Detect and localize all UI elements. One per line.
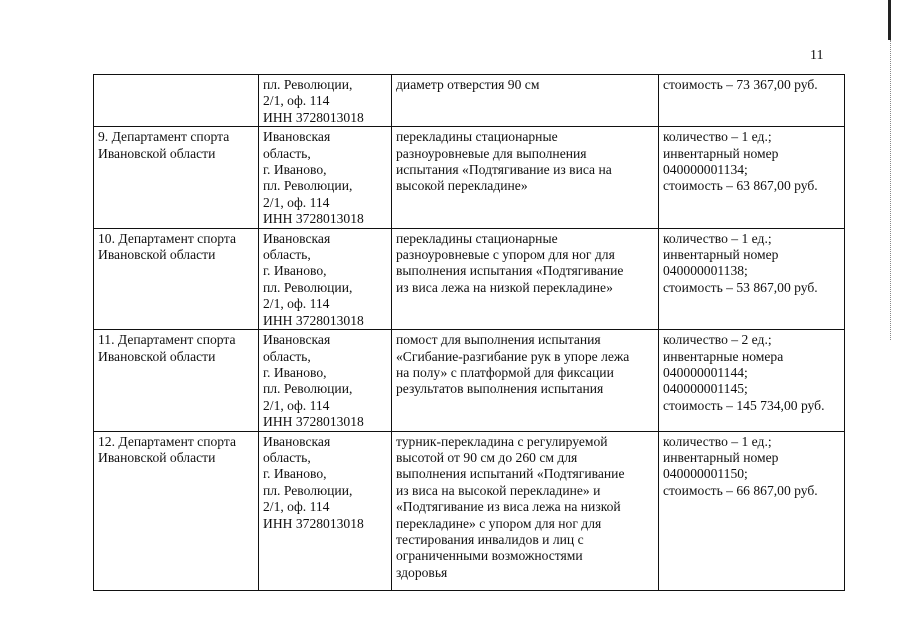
description-cell: перекладины стационарные разноуровневые для выполнения испытания «Подтягивание из виса на высокой перекладине» xyxy=(392,127,659,228)
details-cell: количество – 1 ед.; инвентарный номер 040000001138; стоимость – 53 867,00 руб. xyxy=(659,228,845,329)
address-cell: Ивановская область, г. Иваново, пл. Революции, 2/1, оф. 114 ИНН 3728013018 xyxy=(259,431,392,590)
address-cell: пл. Революции, 2/1, оф. 114 ИНН 3728013018 xyxy=(259,75,392,127)
address-cell: Ивановская область, г. Иваново, пл. Революции, 2/1, оф. 114 ИНН 3728013018 xyxy=(259,330,392,431)
details-cell: количество – 2 ед.; инвентарные номера 040000001144; 040000001145; стоимость – 145 734,00 руб. xyxy=(659,330,845,431)
table-row xyxy=(94,330,845,431)
owner-cell: 12. Департамент спорта Ивановской области xyxy=(94,431,259,590)
details-cell: стоимость – 73 367,00 руб. xyxy=(659,75,845,127)
owner-cell: 9. Департамент спорта Ивановской области xyxy=(94,127,259,228)
table-row xyxy=(94,431,845,590)
owner-cell: 11. Департамент спорта Ивановской области xyxy=(94,330,259,431)
owner-cell: 10. Департамент спорта Ивановской области xyxy=(94,228,259,329)
description-cell: помост для выполнения испытания «Сгибание-разгибание рук в упоре лежа на полу» с платформой для фиксации результатов выполнения испытания xyxy=(392,330,659,431)
description-cell: диаметр отверстия 90 см xyxy=(392,75,659,127)
details-cell: количество – 1 ед.; инвентарный номер 040000001134; стоимость – 63 867,00 руб. xyxy=(659,127,845,228)
table-row xyxy=(94,75,845,127)
description-cell: перекладины стационарные разноуровневые с упором для ног для выполнения испытания «Подтягивание из виса лежа на низкой перекладине» xyxy=(392,228,659,329)
scan-edge-mark xyxy=(888,0,891,40)
scan-edge-dots xyxy=(890,40,892,340)
table-row xyxy=(94,127,845,228)
table-row xyxy=(94,228,845,329)
description-cell: турник-перекладина с регулируемой высотой от 90 см до 260 см для выполнения испытаний «Подтягивание из виса на высокой перекладине» и «Подтягивание из виса лежа на низкой перекладине» с упором для ног для тестирования инвалидов и лиц с ограниченными возможностями здоровья xyxy=(392,431,659,590)
property-table xyxy=(93,74,845,591)
page-number: 11 xyxy=(810,48,824,63)
address-cell: Ивановская область, г. Иваново, пл. Революции, 2/1, оф. 114 ИНН 3728013018 xyxy=(259,228,392,329)
address-cell: Ивановская область, г. Иваново, пл. Революции, 2/1, оф. 114 ИНН 3728013018 xyxy=(259,127,392,228)
details-cell: количество – 1 ед.; инвентарный номер 040000001150; стоимость – 66 867,00 руб. xyxy=(659,431,845,590)
owner-cell xyxy=(94,75,259,127)
